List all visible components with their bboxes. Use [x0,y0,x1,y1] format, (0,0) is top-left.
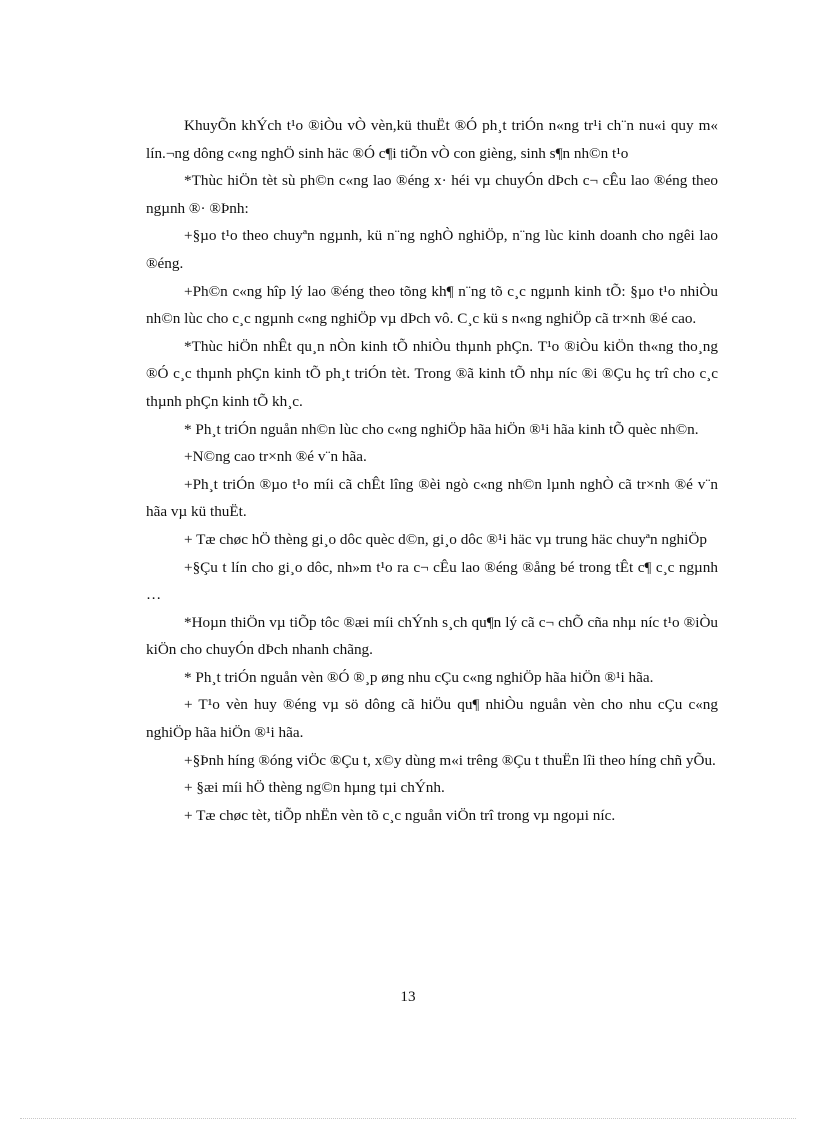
paragraph: +§Þnh híng ®óng viÖc ®Çu t, x©y dùng m«i trêng ®Çu t thuËn lîi theo híng chñ yÕu. [184,751,716,769]
page-bottom-divider [20,1118,796,1119]
paragraph: + §æi míi hÖ thèng ng©n hµng tµi chÝnh. [184,779,445,797]
paragraph: + Tæ chøc tèt, tiÕp nhËn vèn tõ c¸c nguån viÖn trî trong vµ ngoµi níc. [184,806,616,824]
paragraph: + Tæ chøc hÖ thèng gi¸o dôc quèc d©n, gi¸o dôc ®¹i häc vµ trung häc chuyªn nghiÖp [184,530,707,548]
paragraph: KhuyÕn khÝch t¹o ®iÒu vÒ vèn,kü thuËt ®Ó ph¸t triÓn n«ng tr¹i ch¨n nu«i quy m« lín.¬ng dông c«ng nghÖ sinh häc ®Ó c¶i tiÕn vÒ con gièng, sinh s¶n nh©n t¹o [146,117,718,162]
paragraph: * Ph¸t triÓn nguån vèn ®Ó ®¸p øng nhu cÇu c«ng nghiÖp hãa hiÖn ®¹i hãa. [184,668,654,686]
paragraph: *Hoµn thiÖn vµ tiÕp tôc ®æi míi chÝnh s¸ch qu¶n lý cã c¬ chÕ cña nhµ níc t¹o ®iÒu kiÖn cho chuyÓn dÞch nhanh chãng. [146,613,718,659]
document-body [146,112,718,829]
paragraph: +Ph¸t triÓn ®µo t¹o míi cã chÊt lîng ®èi ngò c«ng nh©n lµnh nghÒ cã tr×nh ®é v¨n hãa vµ kü thuËt. [146,475,718,521]
paragraph: +N©ng cao tr×nh ®é v¨n hãa. [184,448,367,466]
paragraph: + T¹o vèn huy ®éng vµ sö dông cã hiÖu qu¶ nhiÒu nguån vèn cho nhu cÇu c«ng nghiÖp hãa hiÖn ®¹i hãa. [146,696,718,742]
paragraph: +§Çu t lín cho gi¸o dôc, nh»m t¹o ra c¬ cÊu lao ®éng ®ång bé trong tÊt c¶ c¸c ngµnh … [146,558,718,604]
paragraph: *Thùc hiÖn tèt sù ph©n c«ng lao ®éng x· héi vµ chuyÓn dÞch c¬ cÊu lao ®éng theo ngµnh ®· ®Þnh: [146,172,718,217]
paragraph: +§µo t¹o theo chuyªn ngµnh, kü n¨ng nghÒ nghiÖp, n¨ng lùc kinh doanh cho ngêi lao ®éng. [146,227,718,272]
paragraph: +Ph©n c«ng hîp lý lao ®éng theo tõng kh¶ n¨ng tõ c¸c ngµnh kinh tÕ: §µo t¹o nhiÒu nh©n lùc cho c¸c ngµnh c«ng nghiÖp vµ dÞch vô. C¸c kü s n«ng nghiÖp cã tr×nh ®é cao. [146,282,718,328]
page-number: 13 [400,988,416,1005]
paragraph: *Thùc hiÖn nhÊt qu¸n nÒn kinh tÕ nhiÒu thµnh phÇn. T¹o ®iÒu kiÖn th«ng tho¸ng ®Ó c¸c thµnh phÇn kinh tÕ ph¸t triÓn tèt. Trong ®ã kinh tÕ nhµ níc ®i ®Çu hç trî cho c¸c thµnh phÇn kinh tÕ kh¸c. [146,337,718,410]
paragraph: * Ph¸t triÓn nguån nh©n lùc cho c«ng nghiÖp hãa hiÖn ®¹i hãa kinh tÕ quèc nh©n. [184,420,699,438]
